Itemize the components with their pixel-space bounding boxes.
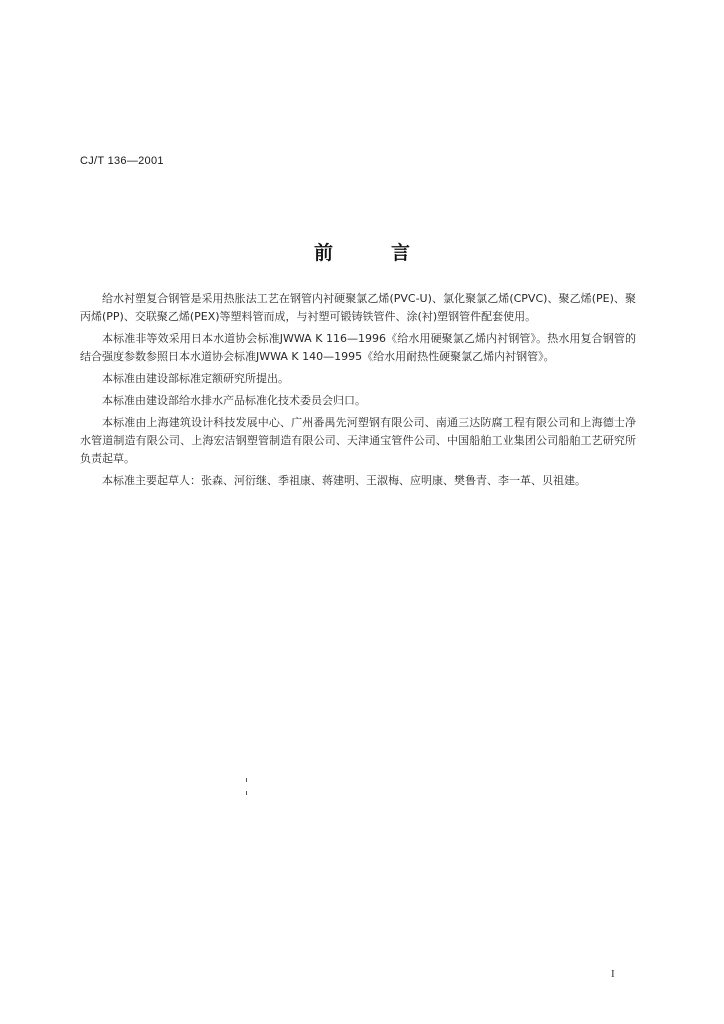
paragraph: 本标准非等效采用日本水道协会标准JWWA K 116—1996《给水用硬聚氯乙烯内衬钢管》。热水用复合钢管的结合强度参数参照日本水道协会标准JWWA K 140—1995《给水用耐热性硬聚氯乙烯内衬钢管》。 bbox=[80, 332, 636, 363]
foreword-body bbox=[80, 290, 636, 494]
scan-speck bbox=[246, 791, 247, 795]
paragraph: 本标准由建设部标准定额研究所提出。 bbox=[102, 372, 289, 385]
paragraph: 本标准由上海建筑设计科技发展中心、广州番禺先河塑钢有限公司、南通三达防腐工程有限公司和上海德士净水管道制造有限公司、上海宏洁钢塑管制造有限公司、天津通宝管件公司、中国船舶工业集团公司船舶工艺研究所负责起草。 bbox=[80, 416, 636, 465]
standard-code: CJ/T 136—2001 bbox=[80, 155, 164, 167]
scan-speck bbox=[246, 778, 247, 782]
paragraph: 本标准由建设部给水排水产品标准化技术委员会归口。 bbox=[102, 394, 366, 407]
paragraph: 给水衬塑复合钢管是采用热胀法工艺在钢管内衬硬聚氯乙烯(PVC-U)、氯化聚氯乙烯(CPVC)、聚乙烯(PE)、聚丙烯(PP)、交联聚乙烯(PEX)等塑料管而成，与衬塑可锻铸铁管件、涂(衬)塑钢管件配套使用。 bbox=[80, 292, 636, 323]
paragraph: 本标准主要起草人：张森、河衍继、季祖康、蒋建明、王淑梅、应明康、樊鲁青、李一革、贝祖建。 bbox=[102, 474, 586, 487]
title-char-1: 前 bbox=[313, 242, 333, 264]
title-char-2: 言 bbox=[391, 242, 411, 264]
page-number: I bbox=[611, 968, 615, 980]
page-title bbox=[0, 238, 724, 265]
